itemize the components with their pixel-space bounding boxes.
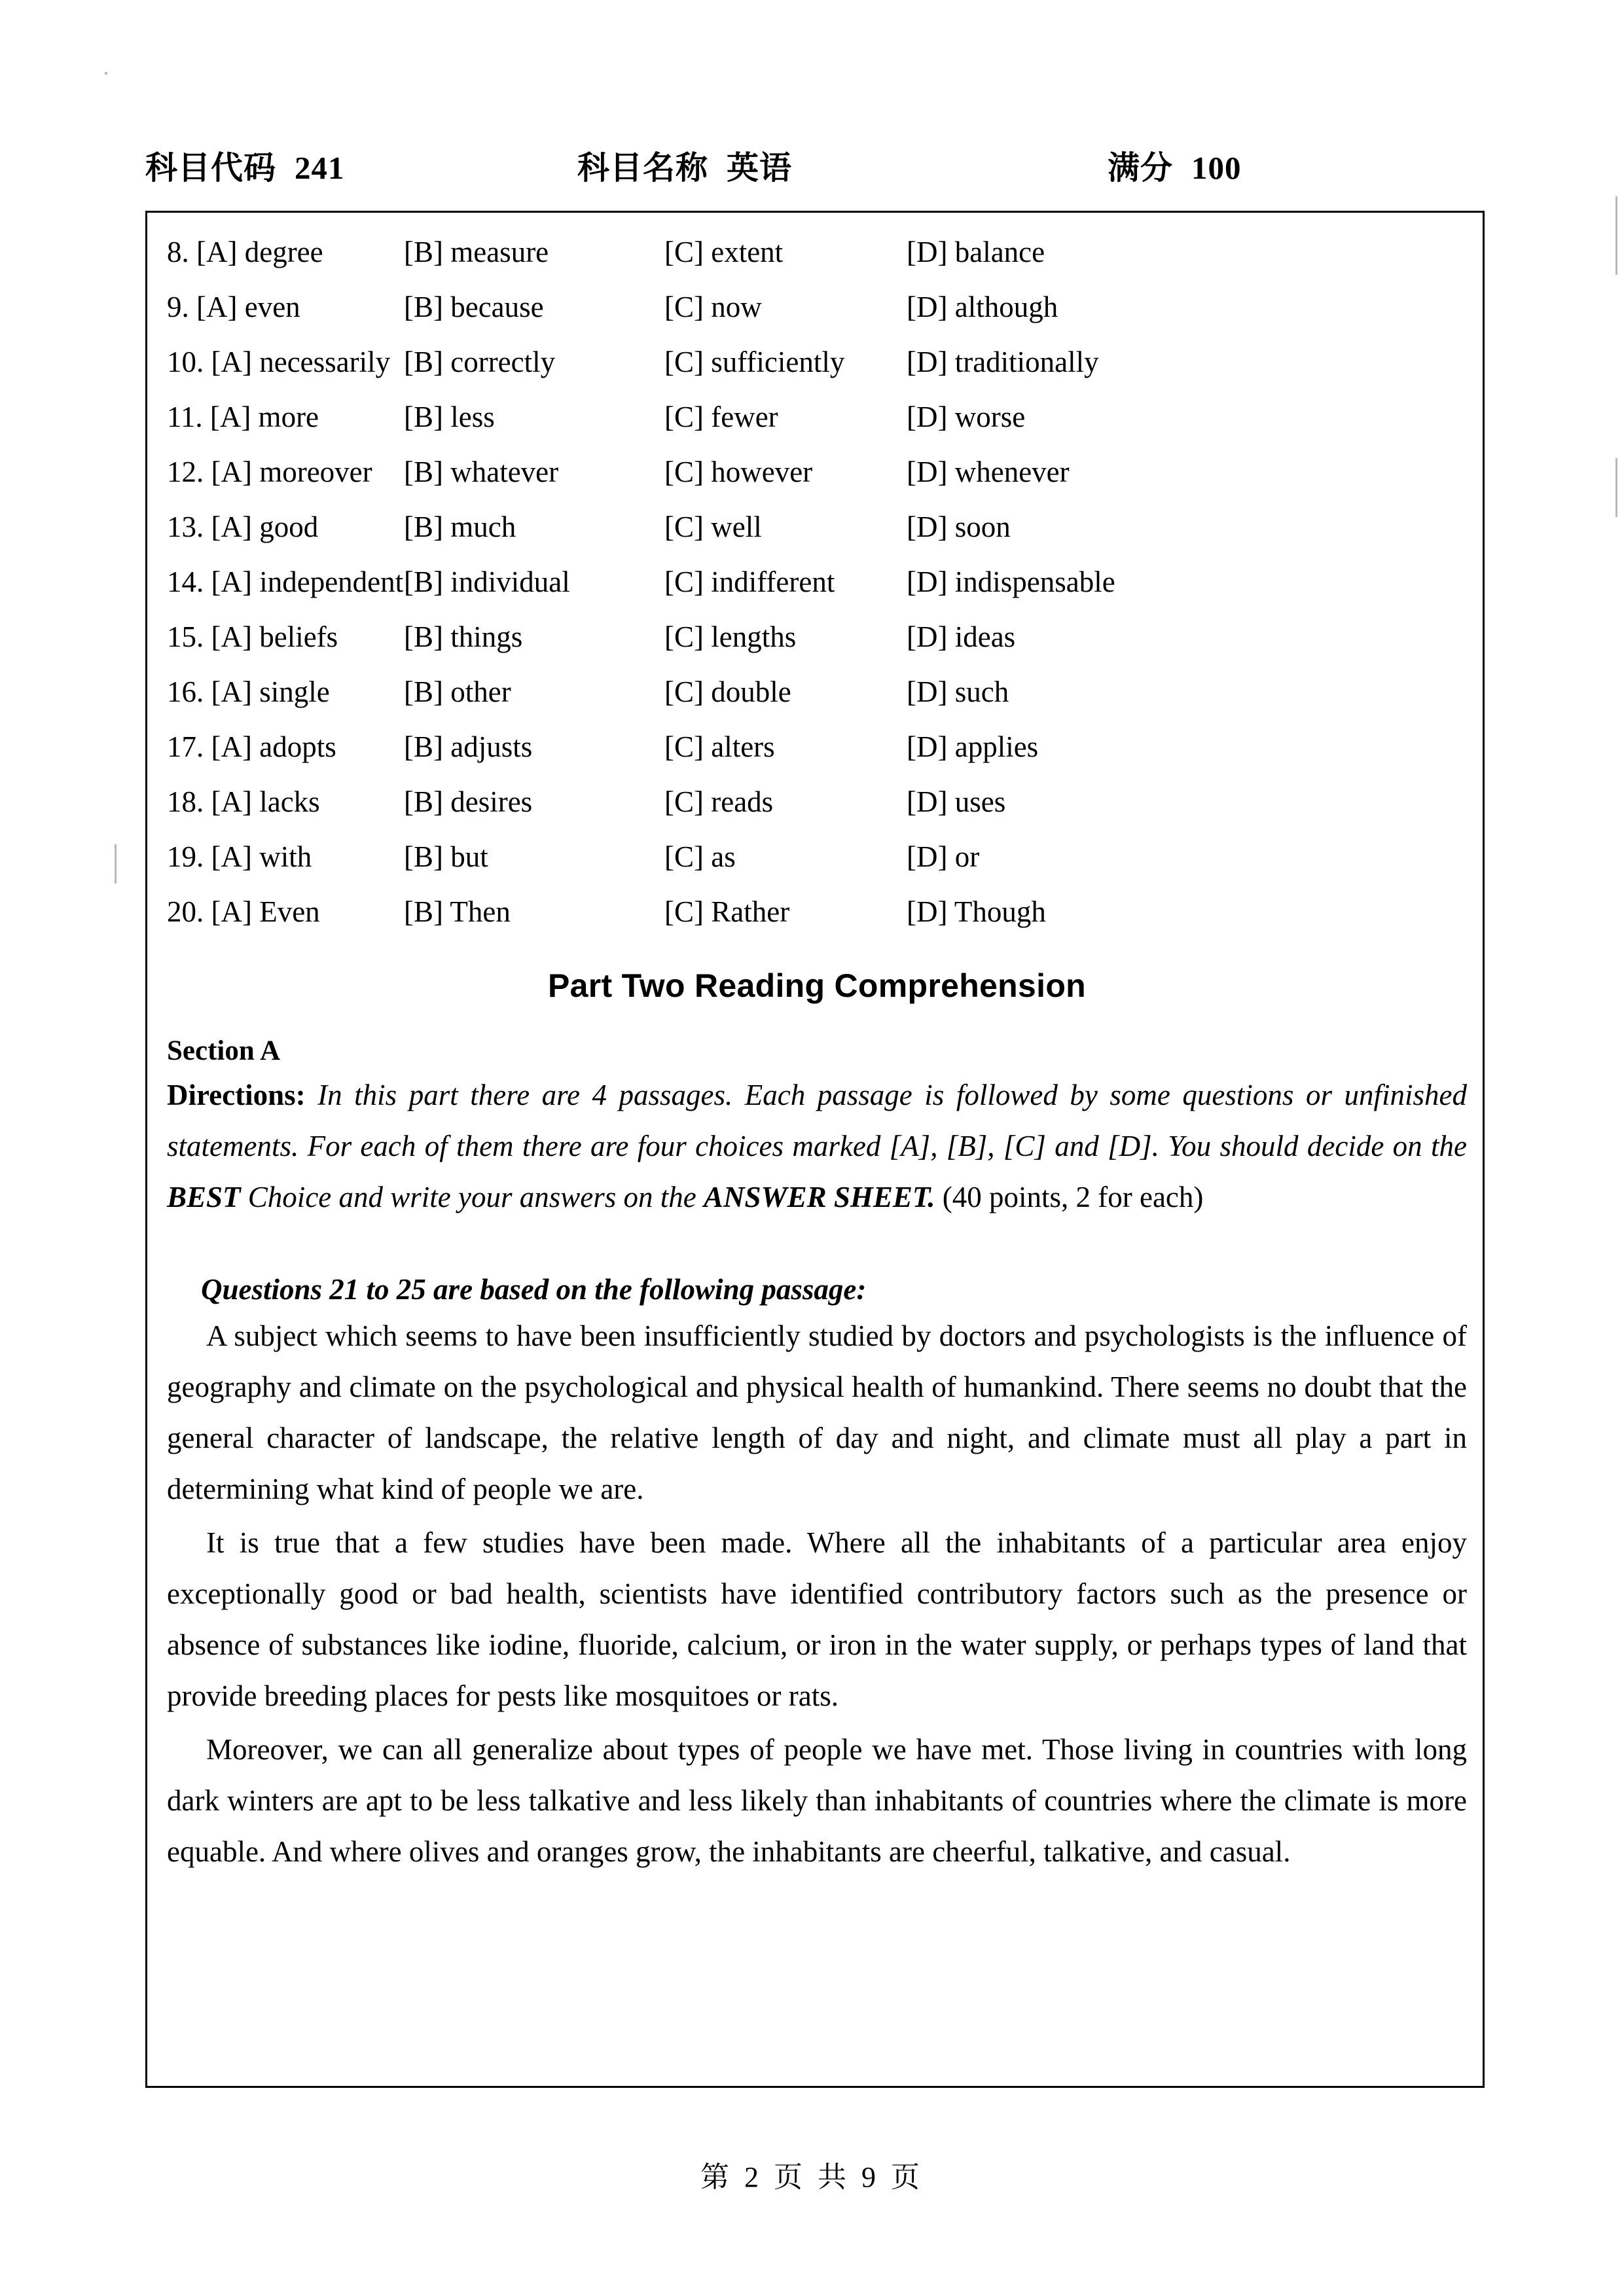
- cloze-choice-d[interactable]: [D] balance: [907, 236, 1045, 268]
- passage-questions-heading: Questions 21 to 25 are based on the following passage:: [201, 1273, 867, 1306]
- directions-best: BEST: [167, 1181, 241, 1213]
- cloze-choice-c[interactable]: [C] extent: [664, 236, 784, 268]
- cloze-option-row: [167, 389, 1467, 444]
- cloze-choice-a[interactable]: [167, 664, 330, 719]
- cloze-option-row: [167, 444, 1467, 499]
- cloze-choice-a[interactable]: [167, 389, 319, 444]
- cloze-choice-d[interactable]: [D] such: [907, 675, 1009, 708]
- directions-paragraph: [167, 1069, 1467, 1223]
- cloze-choice-c[interactable]: [C] sufficiently: [664, 346, 845, 378]
- cloze-choice-d[interactable]: [D] indispensable: [907, 565, 1115, 598]
- cloze-choice-a-text: [A] lacks: [211, 785, 320, 818]
- cloze-choice-a-text: [A] adopts: [211, 730, 336, 763]
- cloze-option-row: [167, 279, 1467, 334]
- scan-artifact: [105, 72, 107, 75]
- cloze-option-row: [167, 499, 1467, 554]
- cloze-choice-c[interactable]: [C] as: [664, 840, 736, 873]
- directions-points: (40 points, 2 for each): [935, 1181, 1204, 1213]
- directions-answer-sheet: ANSWER SHEET.: [704, 1181, 935, 1213]
- directions-body-2: Choice and write your answers on the: [240, 1181, 704, 1213]
- cloze-choice-a[interactable]: [167, 609, 338, 664]
- cloze-choice-c[interactable]: [C] alters: [664, 730, 775, 763]
- cloze-choice-c[interactable]: [C] indifferent: [664, 565, 835, 598]
- page-footer: 第 2 页 共 9 页: [700, 2161, 924, 2193]
- cloze-choice-c[interactable]: [C] however: [664, 456, 813, 488]
- subject-code-group: [145, 143, 345, 188]
- cloze-choice-a-text: [A] necessarily: [211, 346, 391, 378]
- cloze-choice-d[interactable]: [D] Though: [907, 895, 1046, 928]
- cloze-option-row: [167, 664, 1467, 719]
- cloze-option-row: [167, 774, 1467, 829]
- passage-paragraph: A subject which seems to have been insufficiently studied by doctors and psychologists is the influence of geography and climate on the psychological and physical health of humankind. There seems no doubt that the general character of landscape, the relative length of day and night, and climate must all play a part in determining what kind of people we are.: [167, 1319, 1467, 1505]
- cloze-choice-b[interactable]: [B] correctly: [404, 346, 556, 378]
- cloze-choice-d[interactable]: [D] applies: [907, 730, 1039, 763]
- cloze-choice-b[interactable]: [B] but: [404, 840, 488, 873]
- cloze-question-number: 11.: [167, 401, 203, 433]
- cloze-choice-b[interactable]: [B] adjusts: [404, 730, 533, 763]
- cloze-choice-d[interactable]: [D] or: [907, 840, 980, 873]
- cloze-option-row: [167, 554, 1467, 609]
- cloze-choice-b[interactable]: [B] whatever: [404, 456, 559, 488]
- cloze-choice-a[interactable]: [167, 719, 336, 774]
- cloze-choice-b[interactable]: [B] measure: [404, 236, 549, 268]
- cloze-choice-a[interactable]: [167, 774, 320, 829]
- cloze-question-number: 19.: [167, 840, 204, 873]
- scan-artifact: [1615, 458, 1617, 517]
- cloze-choice-a[interactable]: [167, 829, 312, 884]
- cloze-choice-b[interactable]: [B] much: [404, 511, 516, 543]
- cloze-question-number: 17.: [167, 730, 204, 763]
- cloze-choice-c[interactable]: [C] well: [664, 511, 762, 543]
- cloze-choice-a[interactable]: [167, 499, 318, 554]
- cloze-question-number: 12.: [167, 456, 204, 488]
- full-marks-group: [1108, 143, 1242, 188]
- cloze-option-list: [167, 224, 1467, 939]
- section-a-label: Section A: [167, 1035, 281, 1066]
- directions-lead: Directions:: [167, 1079, 306, 1111]
- cloze-choice-a[interactable]: [167, 279, 300, 334]
- cloze-choice-d[interactable]: [D] ideas: [907, 620, 1016, 653]
- cloze-choice-a-text: [A] good: [211, 511, 319, 543]
- subject-name-group: [577, 143, 792, 188]
- cloze-option-row: [167, 719, 1467, 774]
- cloze-option-row: [167, 609, 1467, 664]
- full-marks-label: 满分: [1108, 150, 1174, 186]
- subject-code-label: 科目代码: [145, 150, 277, 186]
- page-header: [145, 143, 1487, 199]
- passage-paragraph: Moreover, we can all generalize about types of people we have met. Those living in countries with long dark winters are apt to be less talkative and less likely than inhabitants of countries where the climate is more equable. And where olives and oranges grow, the inhabitants are cheerful, talkative, and casual.: [167, 1733, 1467, 1868]
- subject-name-label: 科目名称: [577, 150, 709, 186]
- cloze-option-row: [167, 224, 1467, 279]
- cloze-choice-d[interactable]: [D] uses: [907, 785, 1006, 818]
- content-body: [167, 224, 1467, 1880]
- content-frame: [145, 211, 1485, 2088]
- cloze-question-number: 15.: [167, 620, 204, 653]
- cloze-choice-b[interactable]: [B] things: [404, 620, 523, 653]
- cloze-choice-a-text: [A] beliefs: [211, 620, 338, 653]
- cloze-choice-a[interactable]: [167, 224, 323, 279]
- cloze-choice-a-text: [A] more: [209, 401, 319, 433]
- passage-paragraph: It is true that a few studies have been made. Where all the inhabitants of a particular area enjoy exceptionally good or bad health, scientists have identified contributory factors such as the presence or absence of substances like iodine, fluoride, calcium, or iron in the water supply, or perhaps types of land that provide breeding places for pests like mosquitoes or rats.: [167, 1526, 1467, 1712]
- cloze-choice-b[interactable]: [B] less: [404, 401, 495, 433]
- subject-code-value: 241: [295, 150, 345, 186]
- cloze-question-number: 8.: [167, 236, 189, 268]
- cloze-choice-a-text: [A] independent: [211, 565, 404, 598]
- cloze-choice-a[interactable]: [167, 884, 320, 939]
- cloze-choice-d[interactable]: [D] soon: [907, 511, 1011, 543]
- cloze-choice-a[interactable]: [167, 334, 390, 389]
- directions-body-1: In this part there are 4 passages. Each passage is followed by some questions or unfinished statements. For each of them there are four choices marked [A], [B], [C] and [D]. You should decide on the: [167, 1079, 1467, 1162]
- cloze-choice-b[interactable]: [B] Then: [404, 895, 511, 928]
- cloze-question-number: 10.: [167, 346, 204, 378]
- cloze-choice-c[interactable]: [C] Rather: [664, 895, 790, 928]
- cloze-option-row: [167, 884, 1467, 939]
- cloze-choice-c[interactable]: [C] double: [664, 675, 791, 708]
- cloze-choice-b[interactable]: [B] other: [404, 675, 511, 708]
- cloze-question-number: 16.: [167, 675, 204, 708]
- cloze-choice-d[interactable]: [D] worse: [907, 401, 1026, 433]
- cloze-question-number: 14.: [167, 565, 204, 598]
- cloze-choice-a[interactable]: [167, 554, 403, 609]
- cloze-question-number: 9.: [167, 291, 189, 323]
- passage-body: [167, 1310, 1467, 1877]
- cloze-question-number: 20.: [167, 895, 204, 928]
- cloze-choice-a-text: [A] Even: [211, 895, 320, 928]
- part-two-heading: Part Two Reading Comprehension: [547, 967, 1087, 1004]
- cloze-choice-d[interactable]: [D] whenever: [907, 456, 1070, 488]
- cloze-choice-c[interactable]: [C] reads: [664, 785, 774, 818]
- cloze-choice-a-text: [A] even: [196, 291, 300, 323]
- cloze-option-row: [167, 334, 1467, 389]
- cloze-choice-d[interactable]: [D] although: [907, 291, 1058, 323]
- subject-name-value: 英语: [727, 150, 793, 186]
- cloze-option-row: [167, 829, 1467, 884]
- scan-artifact: [115, 844, 117, 884]
- cloze-choice-a-text: [A] single: [211, 675, 330, 708]
- cloze-choice-a-text: [A] moreover: [211, 456, 372, 488]
- cloze-choice-a-text: [A] degree: [196, 236, 323, 268]
- cloze-choice-a-text: [A] with: [211, 840, 312, 873]
- cloze-question-number: 13.: [167, 511, 204, 543]
- cloze-choice-d[interactable]: [D] traditionally: [907, 346, 1099, 378]
- cloze-choice-c[interactable]: [C] now: [664, 291, 762, 323]
- cloze-question-number: 18.: [167, 785, 204, 818]
- cloze-choice-b[interactable]: [B] because: [404, 291, 544, 323]
- cloze-choice-a[interactable]: [167, 444, 372, 499]
- cloze-choice-c[interactable]: [C] lengths: [664, 620, 797, 653]
- cloze-choice-b[interactable]: [B] individual: [404, 565, 570, 598]
- full-marks-value: 100: [1191, 150, 1242, 186]
- cloze-choice-c[interactable]: [C] fewer: [664, 401, 778, 433]
- scan-artifact: [1615, 196, 1617, 275]
- cloze-choice-b[interactable]: [B] desires: [404, 785, 533, 818]
